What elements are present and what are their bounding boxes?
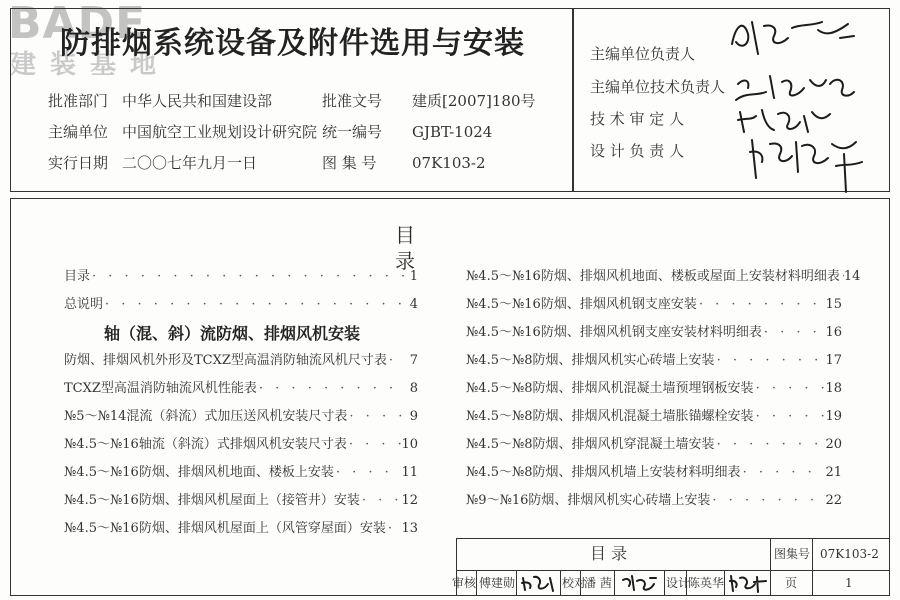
toc-item-text: 防烟、排烟风机外形及TCXZ型高温消防轴流风机尺寸表 (64, 353, 387, 368)
toc-item-page: 20 (825, 437, 842, 452)
toc-leader-dots (347, 407, 404, 427)
toc-item-text: №4.5～№8防烟、排烟风机墙上安装材料明细表 (466, 465, 741, 480)
toc-leader-dots (697, 295, 826, 315)
toc-item-page: 4 (409, 297, 418, 312)
toc-item-page: 8 (409, 381, 418, 396)
toc-item[interactable] (64, 379, 418, 399)
signature-4 (744, 132, 874, 196)
watermark-logo: BADE (8, 0, 147, 49)
toc-item-page: 7 (409, 353, 418, 368)
page-title: 防排烟系统设备及附件选用与安装 (60, 26, 525, 61)
toc-item-page: 11 (401, 465, 418, 480)
toc-item-text: №4.5～№16防烟、排烟风机地面、楼板上安装 (64, 465, 334, 480)
title-block-divider (456, 570, 890, 571)
toc-leader-dots (347, 435, 402, 455)
toc-item[interactable] (64, 491, 418, 511)
doc-no-label: 批准文号 (322, 92, 383, 110)
toc-item[interactable] (64, 407, 418, 427)
toc-item-page: 19 (825, 409, 842, 424)
toc-leader-dots (715, 351, 826, 371)
approver-dept-label: 批准部门 (48, 92, 109, 110)
unified-no: GJBT-1024 (412, 123, 493, 141)
toc-item-text: №5～№14混流（斜流）式加压送风机安装尺寸表 (64, 409, 348, 424)
header-divider (572, 8, 574, 192)
toc-item-text: 目录 (64, 269, 91, 284)
toc-item-text: №4.5～№8防烟、排烟风机实心砖墙上安装 (466, 353, 715, 368)
title-block-col-line (770, 538, 771, 596)
resp-chief-unit-head: 主编单位负责人 (590, 45, 696, 63)
title-block-reviewer: 傅建勋 (479, 576, 516, 590)
toc-item-page: 16 (825, 325, 842, 340)
toc-item-text: №4.5～№16防烟、排烟风机钢支座安装 (466, 297, 697, 312)
toc-item[interactable] (64, 267, 418, 287)
toc-item-page: 14 (843, 269, 861, 284)
title-block-atlas-label: 图集号 (774, 547, 811, 561)
toc-leader-dots (257, 379, 404, 399)
toc-item-text: №4.5～№16防烟、排烟风机钢支座安装材料明细表 (466, 325, 762, 340)
toc-item[interactable] (466, 295, 842, 315)
toc-item-text: №4.5～№16防烟、排烟风机地面、楼板或屋面上安装材料明细表 (466, 269, 840, 284)
toc-item[interactable] (64, 351, 418, 371)
title-block-review-label: 审核 (452, 576, 477, 590)
toc-item-page: 22 (825, 493, 842, 508)
toc-item[interactable] (466, 407, 842, 427)
effective-date-label: 实行日期 (48, 154, 109, 172)
title-block-col-line (812, 538, 813, 596)
toc-item-page: 12 (401, 493, 418, 508)
toc-item-text: №4.5～№8防烟、排烟风机混凝土墙预埋钢板安装 (466, 381, 754, 396)
toc-leader-dots (762, 323, 826, 343)
title-block-checker: 潘 茜 (584, 576, 612, 590)
toc-leader-dots (90, 267, 404, 287)
editor-unit: 中国航空工业规划设计研究院 (122, 123, 318, 141)
doc-no: 建质[2007]180号 (412, 92, 536, 110)
toc-item[interactable] (64, 435, 418, 455)
toc-item[interactable] (64, 295, 418, 315)
toc-item[interactable] (466, 379, 842, 399)
toc-item-text: №9～№16防烟、排烟风机实心砖墙上安装 (466, 493, 711, 508)
title-block-page-value: 1 (845, 576, 853, 590)
title-block-col-line (516, 570, 517, 596)
toc-item[interactable] (64, 463, 418, 483)
toc-leader-dots (715, 435, 826, 455)
checker-signature (620, 572, 660, 594)
toc-item-text: №4.5～№16轴流（斜流）式排烟风机安装尺寸表 (64, 437, 347, 452)
toc-item[interactable] (466, 463, 842, 483)
toc-item-text: №4.5～№8防烟、排烟风机穿混凝土墙安装 (466, 437, 715, 452)
toc-item-text: №4.5～№8防烟、排烟风机混凝土墙胀锚螺栓安装 (466, 409, 754, 424)
resp-tech-reviewer: 技 术 审 定 人 (590, 110, 685, 128)
toc-item-page: 21 (825, 465, 842, 480)
reviewer-signature (520, 572, 558, 594)
approver-dept: 中华人民共和国建设部 (122, 92, 273, 110)
toc-item-page: 9 (409, 409, 418, 424)
designer-signature (728, 572, 768, 594)
title-block-designer: 陈英华 (688, 576, 725, 590)
title-block-page-label: 页 (785, 576, 798, 590)
toc-leader-dots (754, 379, 826, 399)
title-block-col-line (724, 570, 725, 596)
editor-unit-label: 主编单位 (48, 123, 109, 141)
toc-leader-dots (386, 519, 402, 539)
section-heading: 轴（混、斜）流防烟、排烟风机安装 (104, 324, 361, 343)
toc-item-page: 1 (409, 269, 418, 284)
toc-item-page: 13 (401, 521, 418, 536)
title-block-atlas-value: 07K103-2 (820, 547, 879, 561)
toc-item[interactable] (466, 267, 861, 287)
toc-item[interactable] (466, 491, 842, 511)
signature-1 (722, 14, 862, 60)
toc-leader-dots (754, 407, 826, 427)
resp-chief-tech-head: 主编单位技术负责人 (590, 78, 726, 96)
toc-item[interactable] (466, 323, 842, 343)
atlas-no: 07K103-2 (412, 154, 486, 172)
toc-item-text: №4.5～№16防烟、排烟风机屋面上（接管井）安装 (64, 493, 360, 508)
toc-item[interactable] (466, 435, 842, 455)
watermark-text: 建装基地 (10, 50, 171, 80)
title-block-col-line (664, 570, 665, 596)
toc-item[interactable] (466, 351, 842, 371)
effective-date: 二〇〇七年九月一日 (122, 154, 258, 172)
title-block-col-line (560, 570, 561, 596)
title-block-drawing-title: 目 录 (590, 544, 628, 563)
toc-leader-dots (710, 491, 825, 511)
toc-item-text: 总说明 (64, 297, 104, 312)
toc-item-text: №4.5～№16防烟、排烟风机屋面上（风管穿屋面）安装 (64, 521, 386, 536)
title-block-col-line (614, 570, 615, 596)
toc-title: 目 录 (395, 223, 485, 273)
unified-no-label: 统一编号 (322, 123, 383, 141)
atlas-no-label: 图 集 号 (322, 154, 377, 172)
toc-item[interactable] (64, 519, 418, 539)
toc-leader-dots (103, 295, 404, 315)
toc-leader-dots (741, 463, 826, 483)
title-block-col-line (476, 570, 477, 596)
toc-leader-dots (360, 491, 402, 511)
toc-item-page: 15 (825, 297, 842, 312)
title-block-design-label: 设计 (666, 576, 691, 590)
toc-item-page: 17 (825, 353, 842, 368)
toc-item-text: TCXZ型高温消防轴流风机性能表 (64, 381, 257, 396)
resp-design-head: 设 计 负 责 人 (590, 142, 685, 160)
signature-3 (734, 102, 834, 136)
toc-item-page: 10 (401, 437, 418, 452)
title-block-check-label: 校对 (562, 576, 587, 590)
toc-leader-dots (387, 351, 404, 371)
toc-leader-dots (334, 463, 402, 483)
toc-item-page: 18 (825, 381, 842, 396)
